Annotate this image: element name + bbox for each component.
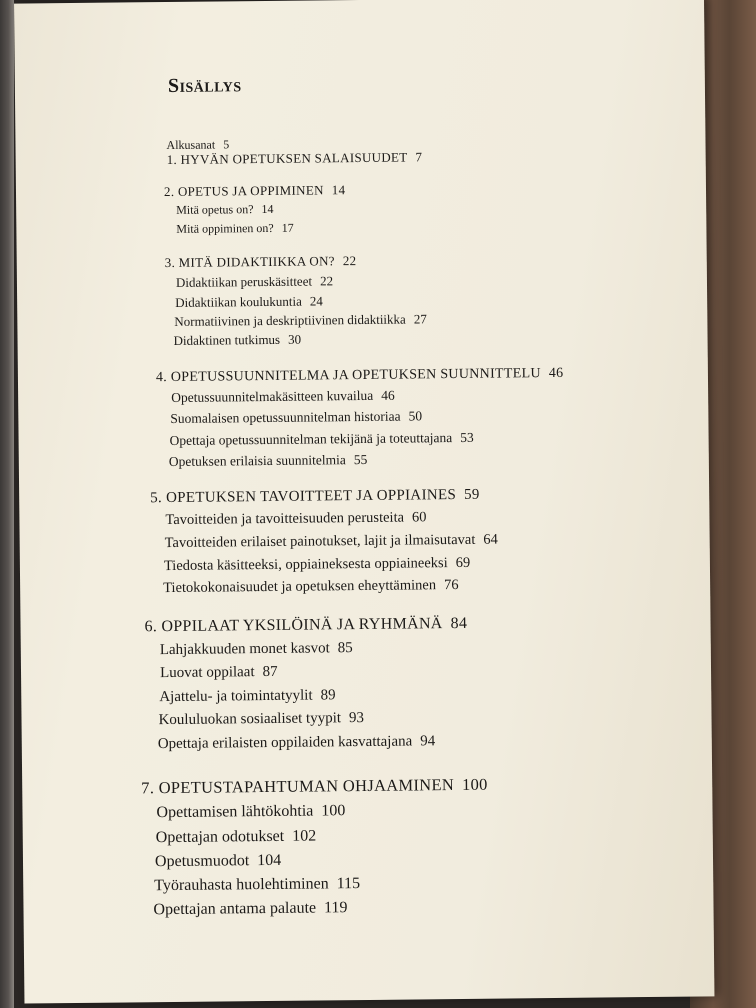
toc-entry [174, 312, 427, 328]
toc-entry-title: Luovat oppilaat [159, 664, 255, 682]
toc-entry-title: Tiedosta käsitteeksi, oppiaineksesta oppiaineeksi [163, 555, 448, 575]
toc-page-number: 55 [353, 451, 368, 468]
toc-page-number: 7 [415, 149, 423, 165]
toc-entry [170, 409, 422, 425]
toc-entry-title: Normatiivinen ja deskriptiivinen didaktiikka [174, 311, 406, 329]
toc-entry [166, 138, 229, 151]
toc-entry [173, 333, 301, 347]
toc-page-number: 94 [420, 733, 436, 750]
toc-entry [170, 431, 474, 448]
toc-entry [165, 533, 498, 551]
toc-page-number: 104 [257, 851, 282, 870]
toc-entry-title: 3. MITÄ DIDAKTIIKKA ON? [164, 253, 335, 271]
toc-page-number: 100 [321, 802, 346, 820]
toc-page-number: 24 [309, 293, 323, 309]
toc-entry-title: 2. OPETUS JA OPPIMINEN [163, 182, 324, 200]
toc-entry-title: 5. OPETUKSEN TAVOITTEET JA OPPIAINES [150, 487, 457, 507]
page-title: Sisällys [167, 74, 242, 98]
toc-chapter [141, 774, 488, 798]
toc-entry [160, 641, 353, 658]
toc-page-number: 76 [443, 576, 459, 594]
toc-page-number: 17 [281, 220, 294, 235]
toc-entry [176, 222, 293, 235]
toc-entry-title: 1. HYVÄN OPETUKSEN SALAISUUDET [166, 149, 408, 168]
toc-page-number: 14 [331, 182, 346, 198]
toc-page-number: 115 [336, 875, 361, 893]
toc-chapter [164, 183, 345, 198]
toc-entry-title: Koululuokan sosiaaliset tyypit [158, 710, 342, 729]
toc-chapter [167, 150, 423, 166]
toc-entry [159, 688, 335, 705]
toc-entry [165, 510, 426, 527]
toc-entry [155, 853, 281, 870]
toc-entry-title: Opettamisen lähtökohtia [156, 802, 314, 822]
toc-page-number: 5 [223, 137, 230, 152]
toc-page-number: 102 [292, 827, 317, 845]
toc-entry-title: Opettajan antama palaute [153, 899, 317, 919]
toc-page-number: 85 [337, 640, 353, 657]
toc-page-number: 53 [460, 429, 474, 445]
toc-entry-title: Didaktiikan peruskäsitteet [175, 273, 313, 290]
toc-page-number: 50 [408, 408, 423, 424]
toc-entry-title: 6. OPPILAAT YKSILÖINÄ JA RYHMÄNÄ [144, 615, 443, 636]
toc-page-number: 89 [320, 687, 336, 704]
toc-entry-title: Opetuksen erilaisia suunnitelmia [168, 452, 346, 470]
toc-entry [176, 274, 333, 289]
toc-entry [156, 828, 317, 846]
toc-entry [153, 900, 347, 918]
toc-entry [158, 734, 436, 752]
toc-entry-title: Opettaja erilaisten oppilaiden kasvattajana [157, 733, 413, 753]
toc-entry [163, 578, 459, 596]
toc-chapter [150, 488, 480, 506]
toc-chapter [165, 254, 357, 269]
toc-page-number: 64 [483, 531, 498, 548]
toc-entry [171, 389, 395, 405]
toc-chapter [156, 367, 564, 385]
toc-page-number: 100 [461, 774, 488, 794]
book-cover-edge [0, 0, 14, 1008]
toc-entry-title: 4. OPETUSSUUNNITELMA JA OPETUKSEN SUUNNITTELU [155, 366, 541, 386]
book-page [14, 0, 714, 1004]
toc-page-number: 60 [411, 509, 427, 526]
toc-entry-title: Opetusmuodot [154, 852, 250, 871]
toc-entry-title: Suomalaisen opetussuunnitelman historiaa [170, 408, 401, 426]
toc-page-number: 87 [262, 663, 278, 681]
toc-entry [169, 453, 368, 469]
toc-entry [156, 803, 345, 821]
toc-chapter [144, 616, 467, 635]
toc-entry-title: Tavoitteiden ja tavoitteisuuden perusteita [165, 509, 405, 529]
toc-entry-title: Ajattelu- ja toimintatyylit [159, 687, 313, 706]
toc-page-number: 27 [413, 311, 427, 327]
toc-entry-title: Mitä opetus on? [176, 202, 254, 217]
toc-entry-title: Alkusanat [166, 137, 216, 153]
toc-page-number: 30 [288, 331, 302, 347]
toc-entry [160, 665, 278, 681]
toc-entry-title: 7. OPETUSTAPAHTUMAN OHJAAMINEN [141, 775, 455, 798]
toc-entry-title: Työrauhasta huolehtiminen [154, 875, 329, 895]
toc-page-number: 46 [548, 365, 564, 382]
toc-entry-title: Opettaja opetussuunnitelman tekijänä ja toteuttajana [169, 430, 453, 449]
toc-entry [176, 203, 273, 216]
toc-page-number: 93 [348, 709, 365, 727]
toc-page-number: 84 [450, 614, 468, 633]
toc-entry-title: Mitä oppiminen on? [176, 220, 274, 236]
toc-entry-title: Opettajan odotukset [155, 827, 285, 847]
toc-entry-title: Didaktinen tutkimus [173, 331, 281, 348]
toc-page-number: 22 [319, 273, 334, 289]
toc-entry [175, 294, 323, 309]
toc-entry-title: Tietokokonaisuudet ja opetuksen eheyttäminen [163, 577, 437, 597]
toc-entry-title: Lahjakkuuden monet kasvot [159, 640, 330, 659]
toc-entry [164, 556, 470, 574]
toc-page-number: 22 [342, 253, 357, 269]
toc-entry [158, 711, 364, 728]
toc-entry-title: Tavoitteiden erilaiset painotukset, lajit ja ilmaisutavat [164, 531, 476, 552]
toc-page-number: 59 [463, 486, 480, 503]
toc-entry-title: Didaktiikan koulukuntia [175, 293, 302, 310]
toc-page-number: 119 [324, 899, 348, 917]
toc-entry [154, 876, 360, 894]
toc-page-number: 69 [455, 554, 471, 572]
toc-entry-title: Opetussuunnitelmakäsitteen kuvailua [171, 387, 374, 405]
toc-page-number: 46 [381, 387, 395, 403]
toc-page-number: 14 [261, 201, 274, 217]
table-of-contents [14, 0, 714, 1004]
